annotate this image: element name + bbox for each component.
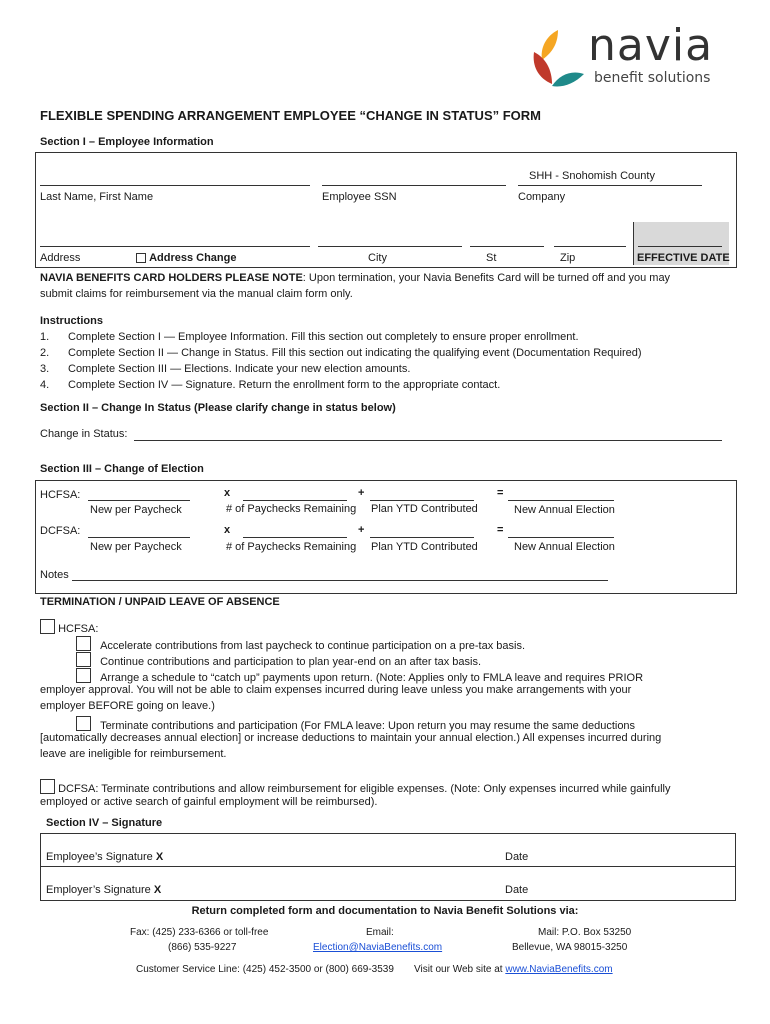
card-note-line2: submit claims for reimbursement via the manual claim form only. xyxy=(40,288,353,300)
notes-field[interactable] xyxy=(72,580,608,581)
checkbox-icon[interactable] xyxy=(76,668,91,683)
dcfsa-eq: = xyxy=(497,524,504,536)
instr-num-3: 3. xyxy=(40,363,50,375)
company-field[interactable] xyxy=(518,185,702,186)
zip-field[interactable] xyxy=(554,246,626,247)
section3-heading: Section III – Change of Election xyxy=(40,463,204,475)
mail-line2: Bellevue, WA 98015-3250 xyxy=(512,942,628,953)
instructions-heading: Instructions xyxy=(40,315,103,327)
hcfsa-ytd-field[interactable] xyxy=(370,500,474,501)
term-option-1[interactable] xyxy=(76,636,525,652)
section4-heading: Section IV – Signature xyxy=(46,817,163,829)
city-field[interactable] xyxy=(318,246,462,247)
ssn-field[interactable] xyxy=(322,185,506,186)
term-option-4-line3: leave are ineligible for reimbursement. xyxy=(40,748,227,760)
last-first-label: Last Name, First Name xyxy=(40,191,154,203)
dcfsa-per-paycheck-field[interactable] xyxy=(88,537,190,538)
website-link[interactable]: www.NaviaBenefits.com xyxy=(505,964,613,975)
website-prefix: Visit our Web site at xyxy=(414,964,506,975)
dcfsa-paychecks-field[interactable] xyxy=(243,537,347,538)
email-link[interactable]: Election@NaviaBenefits.com xyxy=(313,942,443,953)
card-note-line1: : Upon termination, your Navia Benefits Card will be turned off and you may xyxy=(302,272,671,284)
term-option-4-text: Terminate contributions and participation (For FMLA leave: Upon return you may resume the same deductions xyxy=(100,720,636,732)
checkbox-icon[interactable] xyxy=(76,652,91,667)
card-note xyxy=(40,272,670,284)
mail-line1: Mail: P.O. Box 53250 xyxy=(538,927,632,938)
hcfsa-label: HCFSA: xyxy=(40,489,81,501)
address-label: Address xyxy=(40,252,81,264)
employee-signature-x: X xyxy=(155,851,164,863)
term-option-1-text: Accelerate contributions from last paycheck to continue participation on a pre-tax basis. xyxy=(100,640,526,652)
instr-num-1: 1. xyxy=(40,331,50,343)
hcfsa-per-paycheck-field[interactable] xyxy=(88,500,190,501)
address-change-checkbox[interactable] xyxy=(136,252,236,264)
ssn-label: Employee SSN xyxy=(322,191,397,203)
st-label: St xyxy=(486,252,497,264)
hcfsa-x: x xyxy=(224,487,231,499)
employee-signature-label xyxy=(46,851,163,863)
fax-line2: (866) 535-9227 xyxy=(168,942,237,953)
checkbox-icon[interactable] xyxy=(76,636,91,651)
card-note-bold: NAVIA BENEFITS CARD HOLDERS PLEASE NOTE xyxy=(40,272,303,284)
company-value: SHH - Snohomish County xyxy=(529,170,655,182)
employer-signature-x: X xyxy=(153,884,162,896)
dcfsa-term-text: DCFSA: Terminate contributions and allow reimbursement for eligible expenses. (Note: Only expenses incurred while gainfully xyxy=(58,783,671,795)
dcfsa-term-line2: employed or active search of gainful employment will be reimbursed). xyxy=(40,796,378,808)
term-option-3-text: Arrange a schedule to “catch up” payments upon return. (Note: Applies only to FMLA leave and requires PRIOR xyxy=(100,672,644,684)
hcfsa-per-paycheck-label: New per Paycheck xyxy=(90,504,182,516)
dcfsa-per-paycheck-label: New per Paycheck xyxy=(90,541,182,553)
dcfsa-x: x xyxy=(224,524,231,536)
term-option-3[interactable] xyxy=(76,668,643,684)
employee-date-label: Date xyxy=(505,851,529,863)
navia-logo xyxy=(528,20,728,96)
hcfsa-paychecks-field[interactable] xyxy=(243,500,347,501)
return-line: Return completed form and documentation to Navia Benefit Solutions via: xyxy=(191,905,579,917)
service-line: Customer Service Line: (425) 452-3500 or (800) 669-3539 xyxy=(136,964,394,975)
state-field[interactable] xyxy=(470,246,544,247)
logo-name: navia xyxy=(588,20,714,71)
change-in-status-field[interactable] xyxy=(134,440,722,441)
hcfsa-annual-field[interactable] xyxy=(508,500,614,501)
employer-date-label: Date xyxy=(505,884,529,896)
section1-heading: Section I – Employee Information xyxy=(40,136,214,148)
form-title: FLEXIBLE SPENDING ARRANGEMENT EMPLOYEE “CHANGE IN STATUS” FORM xyxy=(40,108,542,123)
dcfsa-label: DCFSA: xyxy=(40,525,81,537)
hcfsa-paychecks-label: # of Paychecks Remaining xyxy=(226,503,357,515)
fax-line1: Fax: (425) 233-6366 or toll-free xyxy=(130,927,269,938)
employer-signature-label xyxy=(46,884,161,896)
navia-leaf-icon xyxy=(528,26,590,94)
hcfsa-ytd-label: Plan YTD Contributed xyxy=(371,503,478,515)
address-field[interactable] xyxy=(40,246,310,247)
address-change-label: Address Change xyxy=(149,252,237,264)
dcfsa-annual-label: New Annual Election xyxy=(514,541,615,553)
notes-label: Notes xyxy=(40,569,69,581)
term-option-3-line2: employer approval. You will not be able to claim expenses incurred during leave unless you make arrangements with your xyxy=(40,684,632,696)
term-option-2-text: Continue contributions and participation to plan year-end on an after tax basis. xyxy=(100,656,482,668)
section2-heading: Section II – Change In Status (Please clarify change in status below) xyxy=(40,402,396,414)
dcfsa-term-checkbox[interactable] xyxy=(40,779,671,795)
termination-heading: TERMINATION / UNPAID LEAVE OF ABSENCE xyxy=(40,596,280,608)
dcfsa-annual-field[interactable] xyxy=(508,537,614,538)
website-line xyxy=(414,964,613,975)
instr-text-3: Complete Section III — Elections. Indicate your new election amounts. xyxy=(68,363,411,375)
instr-num-4: 4. xyxy=(40,379,50,391)
employer-signature-text: Employer’s Signature xyxy=(46,884,154,896)
dcfsa-ytd-label: Plan YTD Contributed xyxy=(371,541,478,553)
effective-date-label: EFFECTIVE DATE xyxy=(637,252,730,264)
checkbox-icon[interactable] xyxy=(40,619,55,634)
hcfsa-eq: = xyxy=(497,487,504,499)
term-option-4-line2: [automatically decreases annual election] or increase deductions to maintain your annual election.) All expenses incurred during xyxy=(40,732,662,744)
change-in-status-label: Change in Status: xyxy=(40,428,128,440)
checkbox-icon[interactable] xyxy=(76,716,91,731)
dcfsa-ytd-field[interactable] xyxy=(370,537,474,538)
email-label: Email: xyxy=(366,927,394,938)
checkbox-icon[interactable] xyxy=(136,253,146,263)
company-label: Company xyxy=(518,191,566,203)
instr-text-4: Complete Section IV — Signature. Return the enrollment form to the appropriate contact. xyxy=(68,379,501,391)
signature-divider xyxy=(40,866,736,867)
instr-text-2: Complete Section II — Change in Status. Fill this section out indicating the qualifying event (Documentation Required) xyxy=(68,347,642,359)
checkbox-icon[interactable] xyxy=(40,779,55,794)
hcfsa-annual-label: New Annual Election xyxy=(514,504,615,516)
instr-text-1: Complete Section I — Employee Information. Fill this section out completely to ensure proper enrollment. xyxy=(68,331,579,343)
logo-tagline: benefit solutions xyxy=(594,70,711,86)
effective-date-line xyxy=(638,246,722,247)
hcfsa-term-label: HCFSA: xyxy=(58,623,99,635)
employee-signature-text: Employee’s Signature xyxy=(46,851,156,863)
dcfsa-plus: + xyxy=(358,524,365,536)
term-option-3-line3: employer BEFORE going on leave.) xyxy=(40,700,215,712)
term-option-2[interactable] xyxy=(76,652,481,668)
instr-num-2: 2. xyxy=(40,347,50,359)
city-label: City xyxy=(368,252,387,264)
term-option-4[interactable] xyxy=(76,716,635,732)
hcfsa-plus: + xyxy=(358,487,365,499)
dcfsa-paychecks-label: # of Paychecks Remaining xyxy=(226,541,357,553)
hcfsa-term-checkbox[interactable] xyxy=(40,619,98,635)
last-first-field[interactable] xyxy=(40,185,310,186)
zip-label: Zip xyxy=(560,252,576,264)
